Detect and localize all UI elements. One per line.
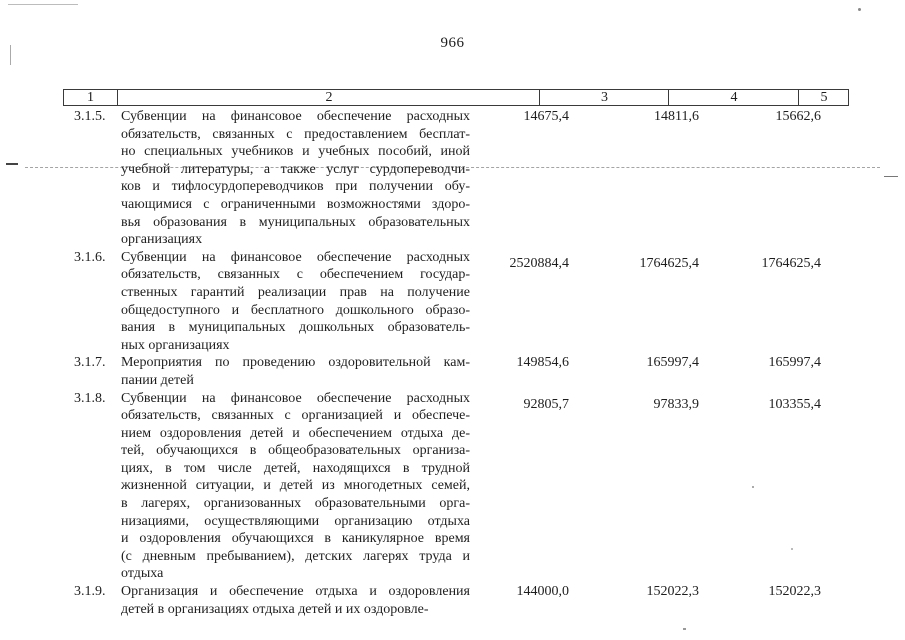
row-value-col3: 2520884,4	[509, 255, 569, 271]
description-line: общедоступного и бесплатного дошкольного образо-	[121, 302, 470, 318]
table-header-cell: 3	[539, 90, 669, 105]
row-value-col5: 103355,4	[768, 396, 821, 412]
row-value-col5: 152022,3	[768, 584, 821, 600]
description-line: ственных гарантий реализации прав на получение	[121, 284, 470, 300]
row-value-col4: 165997,4	[646, 355, 699, 371]
table-body	[0, 108, 905, 618]
table-header-cell: 5	[798, 90, 849, 105]
description-line: в лагерях, организованных образовательными орга-	[121, 496, 470, 512]
row-description	[121, 583, 470, 618]
description-line: обязательств, связанных с организацией и обеспече-	[121, 408, 470, 424]
description-line: обязательств, связанных с предоставлением бесплат-	[121, 126, 470, 142]
row-value-col3: 149854,6	[516, 355, 569, 371]
description-line: учебной литературы, а также услуг сурдопереводчи-	[121, 161, 470, 177]
row-value-col5: 1764625,4	[761, 255, 821, 271]
row-value-col5: 165997,4	[768, 355, 821, 371]
description-line: нием оздоровления детей и обеспечением отдыха де-	[121, 425, 470, 441]
row-value-col4: 1764625,4	[639, 255, 699, 271]
row-description	[121, 390, 470, 584]
row-value-col3: 144000,0	[516, 584, 569, 600]
description-line: отдыха	[121, 566, 164, 582]
description-line: ков и тифлосурдопереводчиков при получении обу-	[121, 179, 470, 195]
row-number: 3.1.8.	[74, 390, 106, 406]
table-row	[0, 390, 905, 584]
row-value-col3: 14675,4	[523, 109, 569, 124]
row-description	[121, 108, 470, 249]
description-line: организациях	[121, 232, 203, 248]
table-header-cell: 2	[117, 90, 540, 105]
description-line: пании детей	[121, 372, 194, 388]
page-number: 966	[440, 35, 465, 51]
description-line: ных организациях	[121, 337, 230, 353]
description-line: вания в муниципальных дошкольных образователь-	[121, 320, 470, 336]
description-line: (с дневным пребыванием), детских лагерях труда и	[121, 548, 470, 564]
table-header-cell: 1	[87, 90, 94, 105]
description-line: Мероприятия по проведению оздоровительной кам-	[121, 355, 470, 371]
row-number: 3.1.5.	[74, 109, 106, 124]
row-value-col4: 97833,9	[653, 396, 699, 412]
row-description	[121, 354, 470, 389]
description-line: тей, обучающихся в общеобразовательных организа-	[121, 443, 470, 459]
description-line: и оздоровления обучающихся в каникулярное время	[121, 531, 470, 547]
description-line: чающимися с ограниченными возможностями здоро-	[121, 196, 470, 212]
row-description	[121, 249, 470, 355]
scan-artifact	[8, 4, 78, 5]
row-value-col4: 14811,6	[654, 109, 699, 124]
row-value-col4: 152022,3	[646, 584, 699, 600]
description-line: обязательств, связанных с обеспечением государ-	[121, 267, 470, 283]
table-header-cell: 4	[668, 90, 799, 105]
description-line: вья образования в муниципальных образовательных	[121, 214, 470, 230]
scan-artifact	[683, 628, 686, 630]
description-line: Субвенции на финансовое обеспечение расходных	[121, 249, 470, 265]
row-value-col5: 15662,6	[775, 109, 821, 124]
row-number: 3.1.6.	[74, 249, 106, 265]
scan-artifact	[858, 8, 861, 11]
description-line: низациями, осуществляющими организацию отдыха	[121, 513, 470, 529]
row-value-col3: 92805,7	[523, 396, 569, 412]
description-line: Субвенции на финансовое обеспечение расходных	[121, 109, 470, 124]
table-row	[0, 249, 905, 355]
description-line: но специальных учебников и учебных пособий, иной	[121, 144, 470, 160]
table-header-row	[63, 89, 849, 106]
table-row	[0, 108, 905, 249]
description-line: детей в организациях отдыха детей и их оздоровле-	[121, 601, 429, 617]
description-line: жизненной ситуации, и детей из многодетных семей,	[121, 478, 470, 494]
description-line: Организация и обеспечение отдыха и оздоровления	[121, 584, 470, 600]
description-line: циях, в том числе детей, находящихся в трудной	[121, 460, 470, 476]
row-number: 3.1.9.	[74, 584, 106, 600]
row-number: 3.1.7.	[74, 355, 106, 371]
description-line: Субвенции на финансовое обеспечение расходных	[121, 390, 470, 406]
table-row	[0, 354, 905, 389]
table-row	[0, 583, 905, 618]
